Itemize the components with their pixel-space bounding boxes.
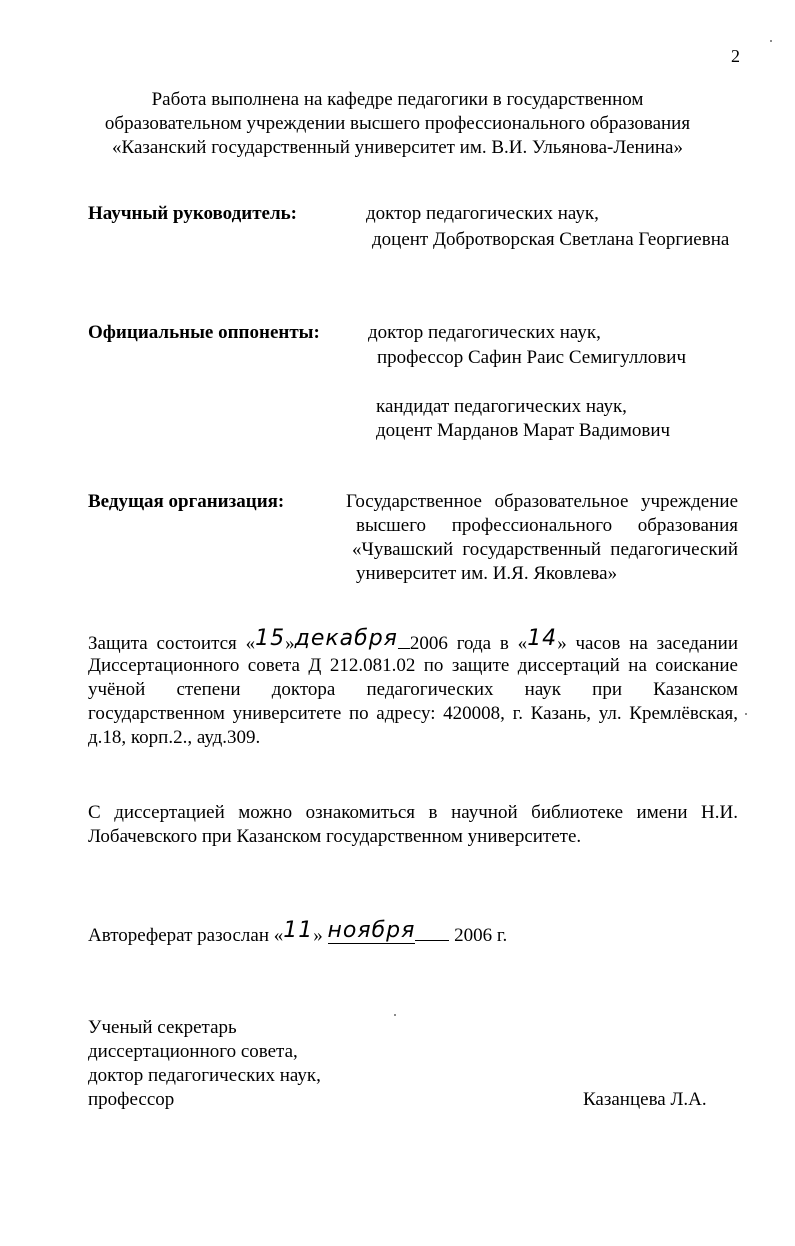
fill-line <box>398 630 410 649</box>
library-line-2: Лобачевского при Казанском государственном университете. <box>88 826 582 847</box>
handwritten-sent-day: 11 <box>283 918 314 943</box>
supervisor-label: Научный руководитель: <box>88 203 297 224</box>
leading-org-line-2: высшего профессионального образования <box>356 515 738 536</box>
handwritten-sent-month: ноября <box>327 918 416 943</box>
fill-line <box>415 922 449 941</box>
leading-org-line-1: Государственное образовательное учреждение <box>346 491 738 512</box>
defense-line-5: д.18, корп.2., ауд.309. <box>88 727 261 748</box>
defense-line-1 <box>88 626 738 654</box>
header-line-2: образовательном учреждении высшего профессионального образования <box>104 113 691 134</box>
institution-header <box>0 88 795 160</box>
header-line-1: Работа выполнена на кафедре педагогики в государственном <box>151 89 644 110</box>
opponent-2-name: доцент Марданов Марат Вадимович <box>376 420 671 441</box>
defense-mid: » <box>285 633 295 654</box>
scan-speck <box>770 40 772 42</box>
library-line-1: С диссертацией можно ознакомиться в научной библиотеке имени Н.И. <box>88 802 738 823</box>
defense-line-4: государственном университете по адресу: 420008, г. Казань, ул. Кремлёвская, <box>88 703 738 724</box>
page-number: 2 <box>731 46 740 66</box>
defense-prefix: Защита состоится « <box>88 633 256 654</box>
opponent-1-name: профессор Сафин Раис Семигуллович <box>377 347 687 368</box>
abstract-suffix: 2006 г. <box>454 925 508 946</box>
opponents-label: Официальные оппоненты: <box>88 322 320 343</box>
secretary-line-4: профессор <box>88 1089 175 1110</box>
defense-year: 2006 года в « <box>409 633 528 654</box>
defense-line-2: Диссертационного совета Д 212.081.02 по защите диссертаций на соискание <box>88 655 738 676</box>
defense-paragraph <box>88 626 738 750</box>
header-line-3: «Казанский государственный университет им. В.И. Ульянова-Ленина» <box>112 137 683 158</box>
abstract-sent-line <box>88 918 508 948</box>
scan-speck <box>394 1014 396 1016</box>
secretary-line-2: диссертационного совета, <box>88 1041 298 1062</box>
secretary-title <box>88 1016 321 1112</box>
leading-org-label: Ведущая организация: <box>88 491 285 512</box>
handwritten-hour: 14 <box>527 626 558 651</box>
abstract-mid: » <box>313 925 323 946</box>
library-paragraph <box>88 801 738 849</box>
handwritten-day: 15 <box>255 626 286 651</box>
secretary-line-1: Ученый секретарь <box>88 1017 237 1038</box>
leading-org-line-4: университет им. И.Я. Яковлева» <box>356 563 618 584</box>
supervisor-name: доцент Добротворская Светлана Георгиевна <box>372 229 730 250</box>
leading-org-name <box>346 490 738 586</box>
secretary-line-3: доктор педагогических наук, <box>88 1065 321 1086</box>
opponent-2-degree: кандидат педагогических наук, <box>376 396 627 417</box>
abstract-prefix: Автореферат разослан « <box>88 925 284 946</box>
handwritten-month: декабря <box>294 626 398 651</box>
secretary-name: Казанцева Л.А. <box>583 1089 707 1110</box>
leading-org-line-3: «Чувашский государственный педагогический <box>352 539 738 560</box>
supervisor-degree: доктор педагогических наук, <box>366 203 599 224</box>
defense-line-3: учёной степени доктора педагогических наук при Казанском <box>88 679 738 700</box>
scan-speck <box>745 713 747 715</box>
opponent-1-degree: доктор педагогических наук, <box>368 322 601 343</box>
defense-suffix: » часов на заседании <box>557 633 738 654</box>
